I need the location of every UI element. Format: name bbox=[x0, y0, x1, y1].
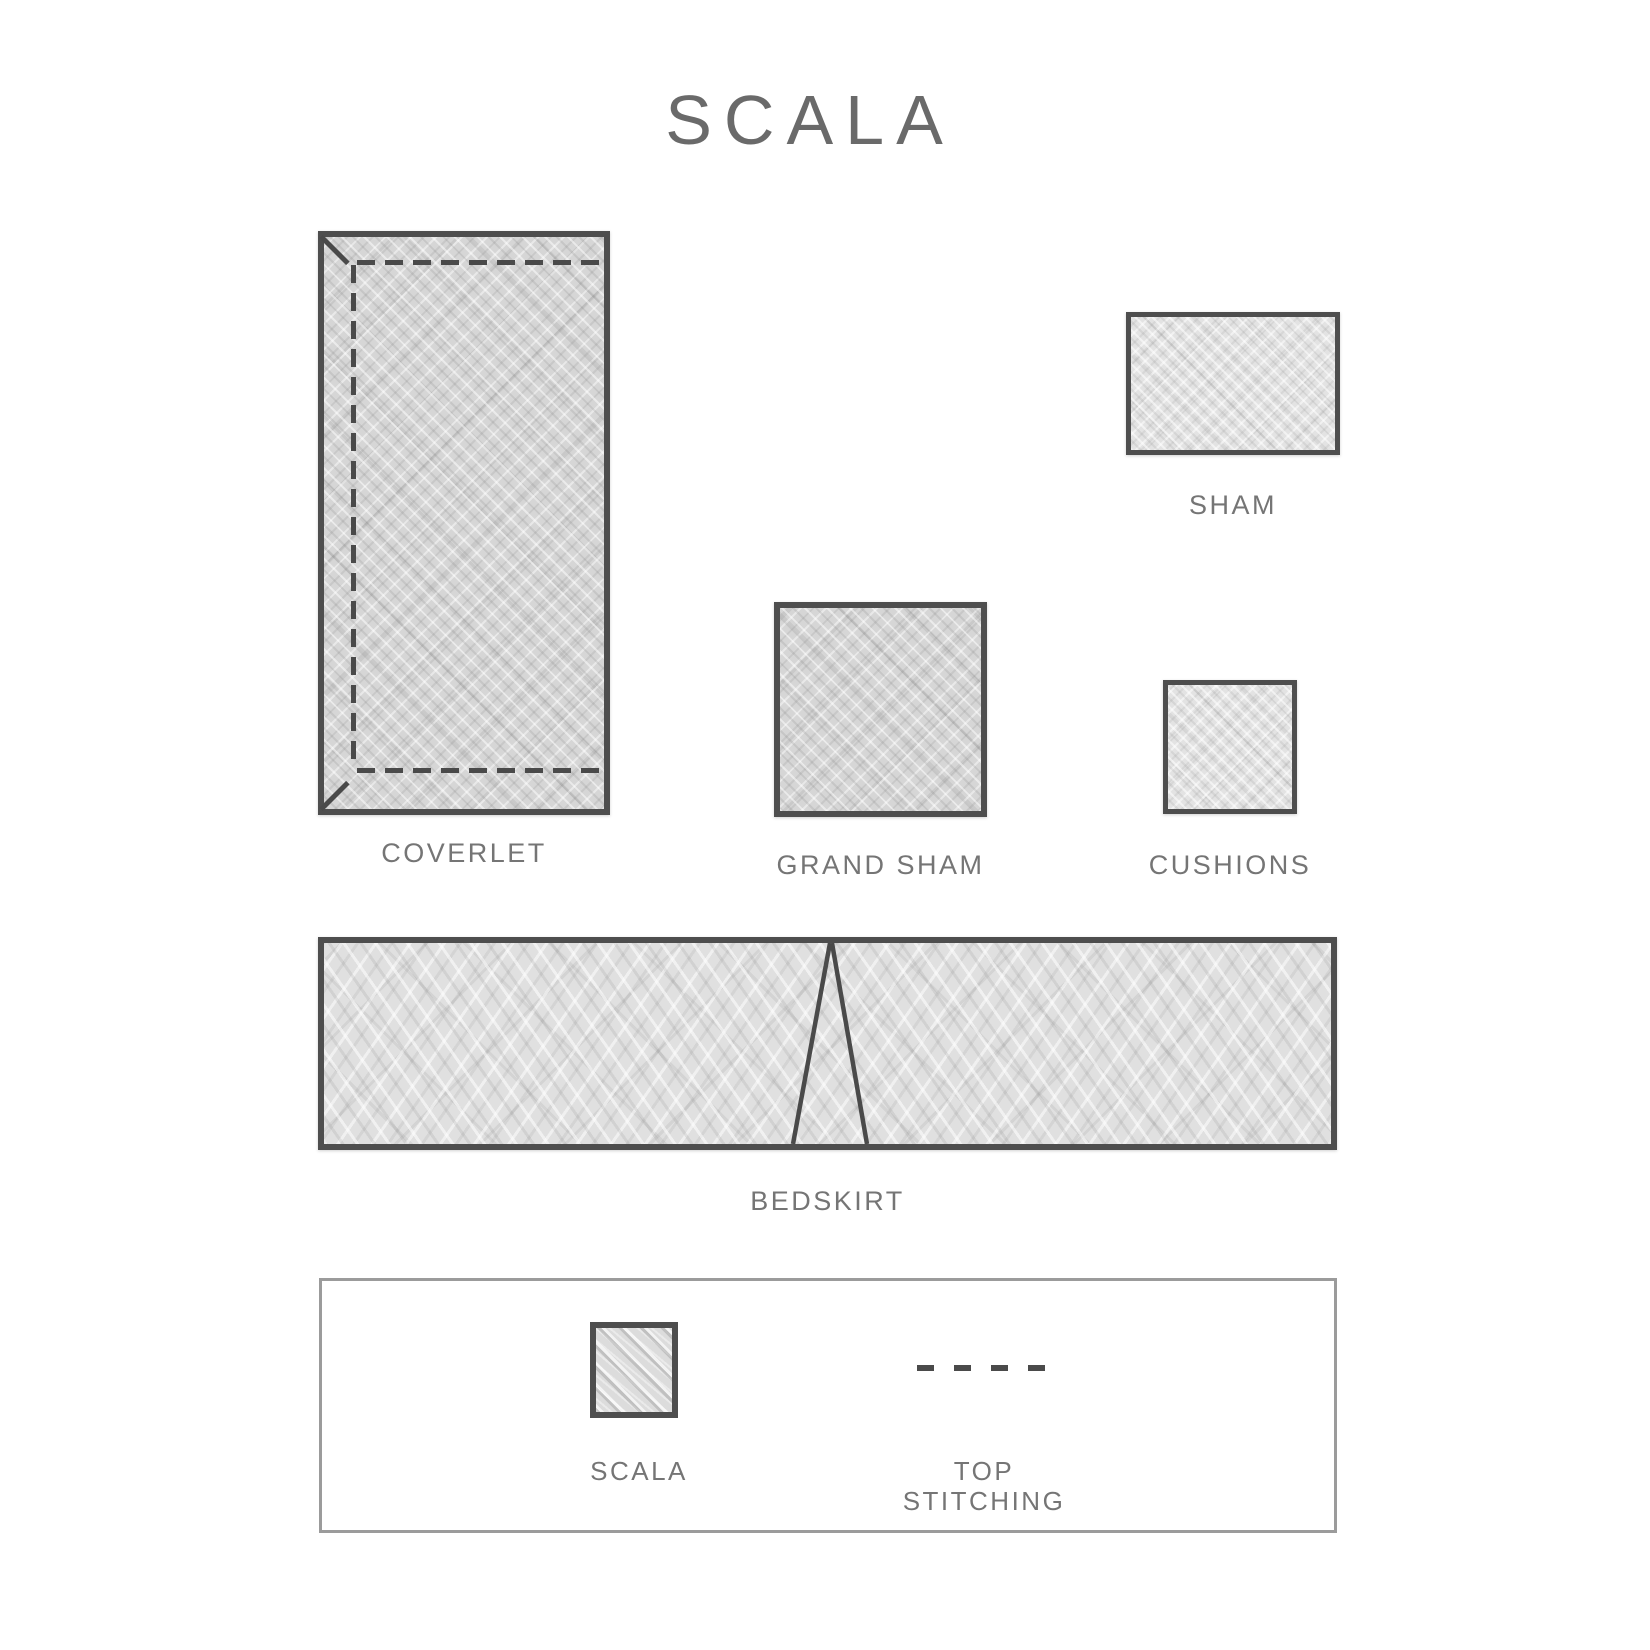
coverlet-topstitch-left bbox=[351, 265, 356, 768]
coverlet-stitch-corner-tick-top bbox=[319, 235, 349, 265]
bedskirt-label: BEDSKIRT bbox=[750, 1186, 905, 1216]
page-title: SCALA bbox=[665, 81, 955, 159]
legend-fabric-swatch bbox=[590, 1322, 678, 1418]
sham-swatch bbox=[1126, 312, 1340, 455]
grand-sham-label: GRAND SHAM bbox=[776, 850, 985, 880]
coverlet-label: COVERLET bbox=[381, 838, 547, 868]
legend-fabric-label: SCALA bbox=[590, 1456, 688, 1486]
coverlet-stitch-corner-tick-bottom bbox=[319, 781, 349, 811]
legend-topstitch-dashes bbox=[917, 1365, 1045, 1371]
cushions-swatch bbox=[1163, 680, 1297, 814]
legend-box bbox=[319, 1278, 1337, 1533]
bedskirt-pleat-lines bbox=[324, 943, 1331, 1144]
bedskirt-swatch bbox=[318, 937, 1337, 1150]
coverlet-topstitch-top bbox=[357, 260, 604, 265]
legend-topstitch-label bbox=[864, 1456, 1104, 1516]
grand-sham-swatch bbox=[774, 602, 987, 817]
cushions-label: CUSHIONS bbox=[1148, 850, 1312, 880]
coverlet-topstitch-bottom bbox=[357, 768, 604, 773]
sham-label: SHAM bbox=[1188, 490, 1277, 520]
coverlet-swatch bbox=[318, 231, 610, 815]
legend-topstitch-label-line2: STITCHING bbox=[902, 1486, 1066, 1516]
legend-topstitch-label-line1: TOP bbox=[953, 1456, 1015, 1486]
